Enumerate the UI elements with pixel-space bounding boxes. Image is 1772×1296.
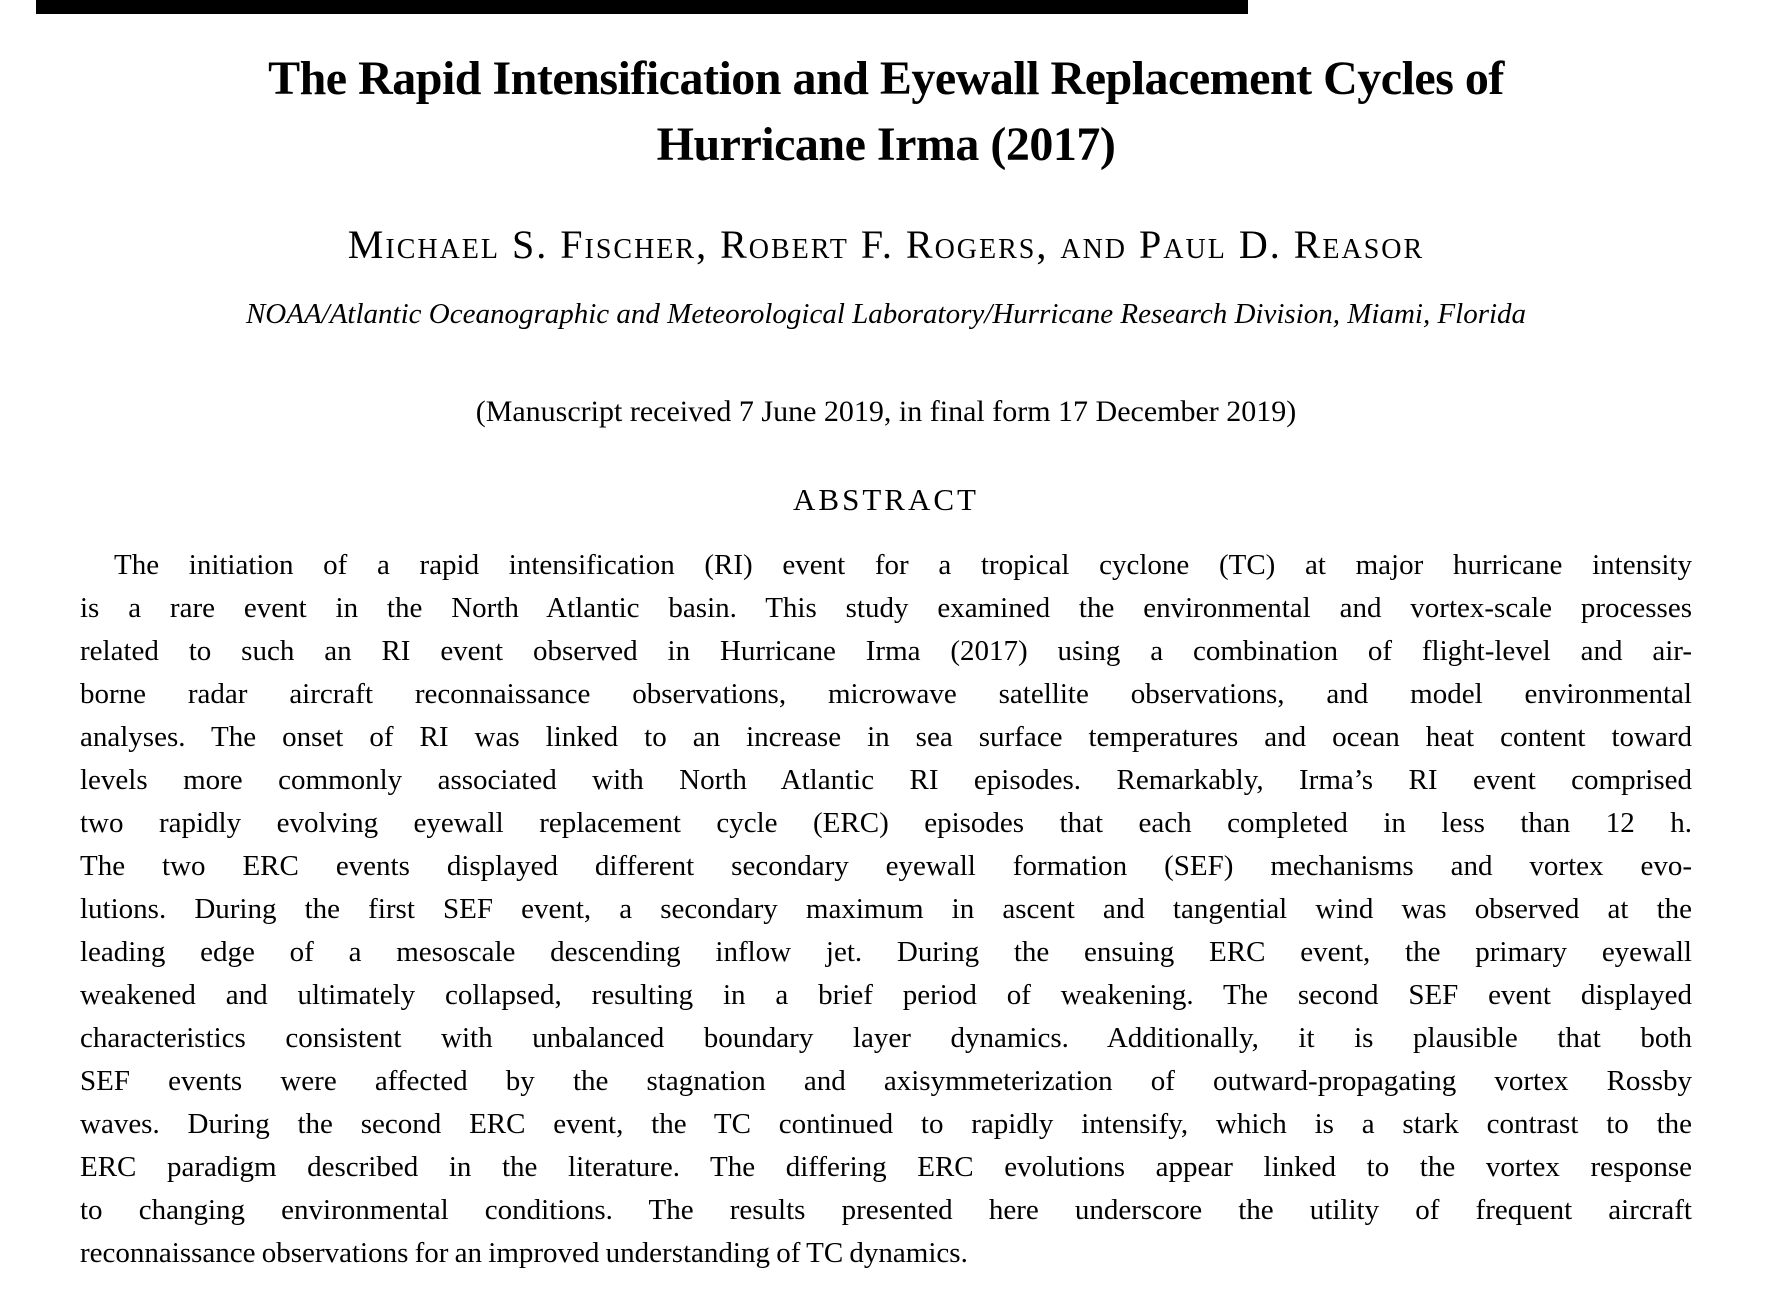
abstract-line: The initiation of a rapid intensification (RI) event for a tropical cyclone (TC) at major hurricane intensity: [114, 549, 1692, 581]
abstract-line: lutions. During the first SEF event, a secondary maximum in ascent and tangential wind was observed at the: [80, 893, 1692, 925]
abstract-line: related to such an RI event observed in Hurricane Irma (2017) using a combination of flight-level and air-: [80, 635, 1692, 667]
paper-title: [80, 46, 1692, 178]
abstract-paragraph: [80, 544, 1692, 1275]
manuscript-received-note: (Manuscript received 7 June 2019, in final form 17 December 2019): [475, 395, 1297, 428]
abstract-line: weakened and ultimately collapsed, resulting in a brief period of weakening. The second SEF event displayed: [80, 979, 1692, 1011]
abstract-line: analyses. The onset of RI was linked to an increase in sea surface temperatures and ocean heat content toward: [80, 721, 1692, 753]
abstract-line: waves. During the second ERC event, the TC continued to rapidly intensify, which is a stark contrast to the: [80, 1108, 1692, 1140]
abstract-line: two rapidly evolving eyewall replacement cycle (ERC) episodes that each completed in less than 12 h.: [80, 807, 1692, 839]
paper-first-page: [80, 0, 1692, 1275]
abstract-line: characteristics consistent with unbalanced boundary layer dynamics. Additionally, it is plausible that both: [80, 1022, 1692, 1054]
abstract-heading: ABSTRACT: [793, 482, 979, 517]
abstract-line: to changing environmental conditions. The results presented here underscore the utility of frequent aircraft: [80, 1194, 1692, 1226]
author-byline: Michael S. Fischer, Robert F. Rogers, and Paul D. Reasor: [347, 222, 1425, 267]
abstract-line: levels more commonly associated with North Atlantic RI episodes. Remarkably, Irma’s RI event comprised: [80, 764, 1692, 796]
abstract-line: reconnaissance observations for an improved understanding of TC dynamics.: [80, 1237, 968, 1269]
abstract-line: ERC paradigm described in the literature. The differing ERC evolutions appear linked to the vortex response: [80, 1151, 1692, 1183]
abstract-line: The two ERC events displayed different secondary eyewall formation (SEF) mechanisms and vortex evo-: [80, 850, 1692, 882]
paper-title-line-2: Hurricane Irma (2017): [656, 118, 1116, 171]
author-affiliation: NOAA/Atlantic Oceanographic and Meteorological Laboratory/Hurricane Research Division, Miami, Florida: [245, 298, 1527, 330]
abstract-line: SEF events were affected by the stagnation and axisymmeterization of outward-propagating vortex Rossby: [80, 1065, 1692, 1097]
abstract-line: borne radar aircraft reconnaissance observations, microwave satellite observations, and model environmental: [80, 678, 1692, 710]
abstract-line: leading edge of a mesoscale descending inflow jet. During the ensuing ERC event, the primary eyewall: [80, 936, 1692, 968]
paper-title-line-1: The Rapid Intensification and Eyewall Replacement Cycles of: [268, 52, 1504, 105]
abstract-line: is a rare event in the North Atlantic basin. This study examined the environmental and vortex-scale processes: [80, 592, 1692, 624]
